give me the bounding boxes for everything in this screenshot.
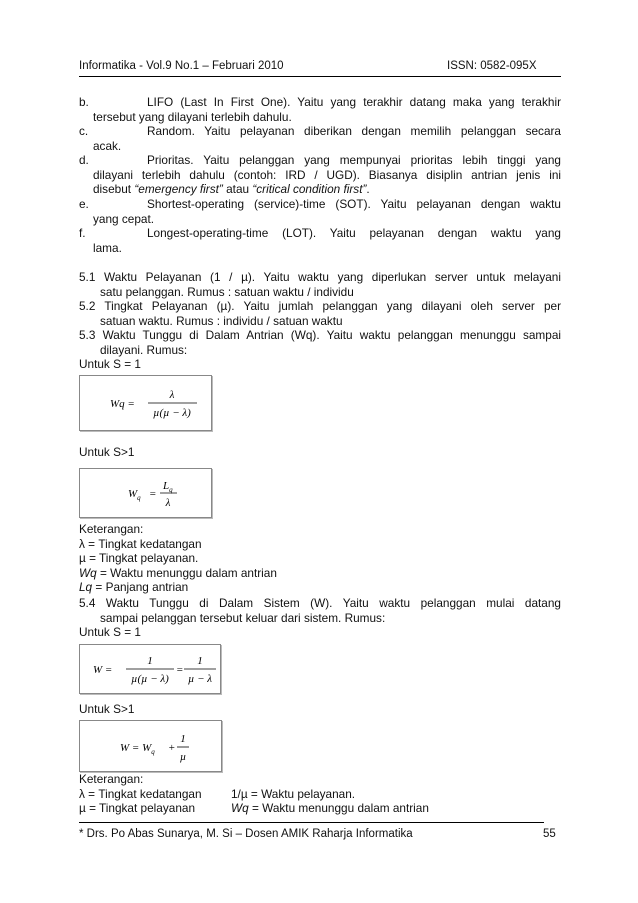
section-5-1: 5.1 Waktu Pelayanan (1 / µ). Yaitu waktu yang diperlukan server untuk melayani satu pelanggan. Rumus : satuan waktu / individu [79,270,561,299]
formula-wq-s1 [79,375,212,431]
formula-lhs: $W = W_q$ [120,742,155,756]
footer-author: * Drs. Po Abas Sunarya, M. Si – Dosen AMIK Raharja Informatika [79,828,413,840]
formula-denominator-1: µ(µ − λ) [131,673,169,685]
list-item-c: Random. Yaitu pelayanan diberikan dengan memilih pelanggan secara c. acak. [79,124,561,153]
formula-plus: + [168,742,176,754]
untuk-sg1-label-b: Untuk S>1 [79,702,135,716]
formula-lhs: W = [93,664,113,676]
untuk-s1-label: Untuk S = 1 [79,357,141,371]
formula-denominator: µ [179,751,187,763]
formula-numerator: $L_q$ [163,480,173,494]
journal-title: Informatika - Vol.9 No.1 – Februari 2010 [79,60,284,72]
formula-lhs: Wq = [110,398,135,410]
formula-w-s1 [79,644,221,694]
formula-equals: = [149,488,157,500]
keterangan-a: Keterangan: λ = Tingkat kedatangan µ = Tingkat pelayanan. Wq = Waktu menunggu dalam antrian Lq = Panjang antrian [79,522,277,595]
formula-lhs: $W_q$ [128,488,141,502]
list-item-d: Prioritas. Yaitu pelanggan yang mempunyai prioritas lebih tinggi yang d. dilayani terlebih dahulu (contoh: IRD / UGD). Biasanya disiplin antrian jenis ini disebut “emergency first” atau “critical condition first”. [79,153,561,197]
page-number: 55 [543,828,556,840]
formula-numerator-1: 1 [147,655,153,667]
section-5-4: 5.4 Waktu Tunggu di Dalam Sistem (W). Yaitu waktu pelanggan mulai datang sampai pelanggan tersebut keluar dari sistem. Rumus: Untuk S = 1 [79,596,561,640]
formula-w-sg1 [79,720,222,772]
keterangan-b: Keterangan: λ = Tingkat kedatangan 1/µ = Waktu pelayanan. µ = Tingkat pelayanan Wq = Waktu menunggu dalam antrian [79,772,429,816]
untuk-sg1-label: Untuk S>1 [79,445,135,459]
formula-denominator-2: µ − λ [187,673,213,685]
formula-equals-2: = [176,664,184,676]
header-rule [79,76,561,77]
list-item-f: Longest-operating-time (LOT). Yaitu pelayanan dengan waktu yang f. lama. [79,226,561,255]
list-item-e: Shortest-operating (service)-time (SOT). Yaitu pelayanan dengan waktu e. yang cepat. [79,197,561,226]
issn: ISSN: 0582-095X [447,60,537,72]
formula-numerator-2: 1 [197,655,203,667]
formula-denominator: λ [165,497,171,509]
footer-rule [79,822,544,823]
list-item-b: LIFO (Last In First One). Yaitu yang terakhir datang maka yang terakhir b. tersebut yang dilayani terlebih dahulu. [79,95,561,124]
section-5-3: 5.3 Waktu Tunggu di Dalam Antrian (Wq). Yaitu waktu pelanggan menunggu sampai dilayani. Rumus: [79,328,561,357]
formula-numerator: 1 [180,733,186,745]
formula-wq-sg1 [79,468,212,518]
section-5-2: 5.2 Tingkat Pelayanan (µ). Yaitu jumlah pelanggan yang dilayani oleh server per satuan waktu. Rumus : individu / satuan waktu [79,299,561,328]
formula-numerator: λ [169,389,175,401]
formula-denominator: µ(µ − λ) [153,407,191,419]
